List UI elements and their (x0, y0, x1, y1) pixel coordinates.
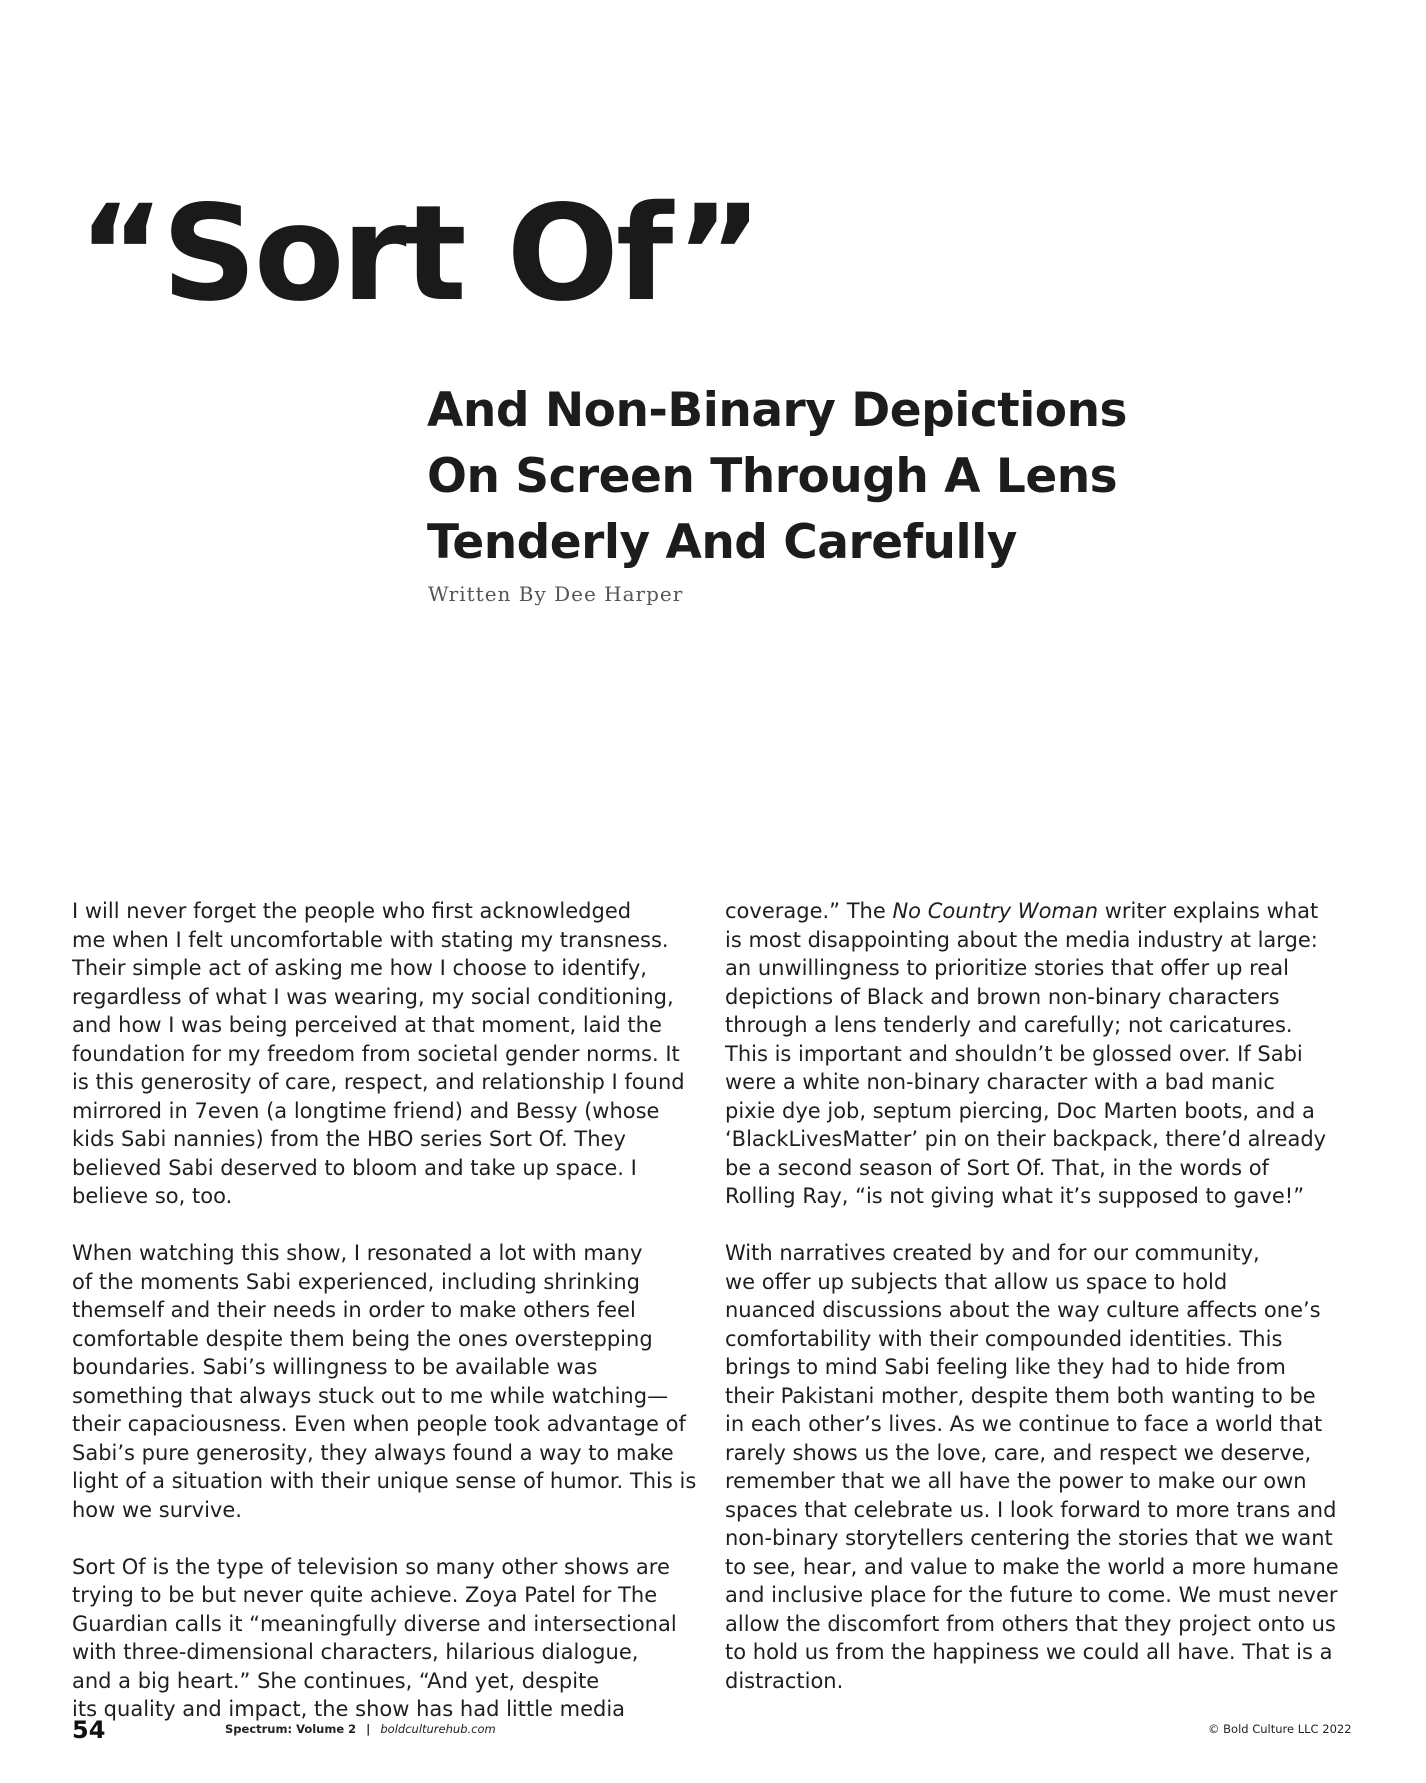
text-line: foundation for my freedom from societal gender norms. It (72, 1041, 680, 1066)
text-line: is this generosity of care, respect, and relationship I found (72, 1070, 685, 1094)
text-line: brings to mind Sabi feeling like they had to hide from (725, 1355, 1286, 1379)
article-subtitle (427, 378, 1187, 576)
publication-title: No Country Woman (892, 899, 1099, 923)
text-line: Guardian calls it “meaningfully diverse and intersectional (72, 1611, 677, 1636)
publication-name: Spectrum: Volume 2 (225, 1722, 357, 1736)
text-line: With narratives created by and for our community, (725, 1241, 1260, 1265)
text-line: their Pakistani mother, despite them both wanting to be (725, 1383, 1316, 1408)
subtitle-line: On Screen Through A Lens (427, 449, 1118, 504)
text-line: and inclusive place for the future to come. We must never (725, 1583, 1338, 1607)
text-line: something that always stuck out to me while watching— (72, 1383, 669, 1408)
text-line: spaces that celebrate us. I look forward to more trans and (725, 1497, 1337, 1522)
text-line: Sabi’s pure generosity, they always found a way to make (72, 1440, 674, 1465)
text-line: believe so, too. (72, 1184, 233, 1208)
text-line: through a lens tenderly and carefully; not caricatures. (725, 1013, 1293, 1037)
text-line: comfortable despite them being the ones overstepping (72, 1326, 653, 1351)
footer-separator: | (366, 1722, 371, 1736)
text-line: me when I felt uncomfortable with stating my transness. (72, 927, 669, 952)
text-line: rarely shows us the love, care, and respect we deserve, (725, 1440, 1312, 1465)
text-line: how we survive. (72, 1497, 242, 1522)
subtitle-line: And Non-Binary Depictions (427, 383, 1128, 438)
text-line: nuanced discussions about the way culture affects one’s (725, 1298, 1321, 1322)
text-line: and how I was being perceived at that moment, laid the (72, 1013, 662, 1037)
text-line: mirrored in 7even (a longtime friend) and Bessy (whose (72, 1098, 660, 1123)
page-number: 54 (72, 1716, 106, 1744)
text-line: themself and their needs in order to make others feel (72, 1298, 636, 1322)
text-line: and a big heart.” She continues, “And yet, despite (72, 1668, 600, 1693)
text-line (725, 897, 1365, 926)
text-line: were a white non-binary character with a bad manic (725, 1070, 1275, 1094)
text-line: boundaries. Sabi’s willingness to be available was (72, 1355, 598, 1379)
text-line: pixie dye job, septum piercing, Doc Marten boots, and a (725, 1098, 1315, 1123)
text-line: of the moments Sabi experienced, including shrinking (72, 1269, 640, 1294)
text-fragment: writer explains what (1098, 899, 1319, 923)
text-line: kids Sabi nannies) from the HBO series Sort Of. They (72, 1127, 626, 1151)
paragraph (72, 1553, 712, 1724)
text-line: an unwillingness to prioritize stories that offer up real (725, 956, 1289, 980)
text-fragment: coverage.” The (725, 899, 893, 923)
text-line: ‘BlackLivesMatter’ pin on their backpack, there’d already (725, 1127, 1327, 1151)
text-line: allow the discomfort from others that they project onto us (725, 1611, 1336, 1636)
website-link[interactable]: boldculturehub.com (380, 1722, 496, 1736)
subtitle-line: Tenderly And Carefully (427, 515, 1017, 570)
paragraph (72, 1239, 712, 1524)
text-line: be a second season of Sort Of. That, in the words of (725, 1155, 1269, 1180)
text-line: regardless of what I was wearing, my social conditioning, (72, 984, 674, 1009)
body-column-left (72, 897, 712, 1752)
text-line: Their simple act of asking me how I choose to identify, (72, 956, 647, 980)
text-line: we offer up subjects that allow us space to hold (725, 1269, 1228, 1294)
text-line: to hold us from the happiness we could all have. That is a (725, 1640, 1333, 1664)
text-line: with three-dimensional characters, hilarious dialogue, (72, 1640, 639, 1664)
text-line: is most disappointing about the media industry at large: (725, 927, 1318, 952)
author-byline: Written By Dee Harper (428, 582, 684, 606)
text-line: Sort Of is the type of television so many other shows are (72, 1554, 670, 1579)
text-line: remember that we all have the power to make our own (725, 1469, 1307, 1493)
copyright-notice: © Bold Culture LLC 2022 (1208, 1722, 1352, 1736)
text-line: This is important and shouldn’t be glossed over. If Sabi (725, 1041, 1303, 1066)
text-line: distraction. (725, 1668, 844, 1693)
text-line: to see, hear, and value to make the world a more humane (725, 1554, 1339, 1579)
text-line: believed Sabi deserved to bloom and take up space. I (72, 1155, 637, 1180)
text-line: light of a situation with their unique sense of humor. This is (72, 1469, 697, 1493)
text-line: comfortability with their compounded identities. This (725, 1326, 1283, 1351)
text-line: I will never forget the people who first acknowledged (72, 899, 632, 923)
text-line: its quality and impact, the show has had little media (72, 1697, 626, 1721)
paragraph (72, 897, 712, 1211)
publication-info (225, 1722, 496, 1736)
text-line: non-binary storytellers centering the stories that we want (725, 1526, 1333, 1550)
text-line: Rolling Ray, “is not giving what it’s supposed to gave!” (725, 1184, 1305, 1208)
text-line: in each other’s lives. As we continue to face a world that (725, 1412, 1323, 1436)
body-column-right (725, 897, 1365, 1724)
paragraph (725, 1239, 1365, 1695)
text-line: their capaciousness. Even when people took advantage of (72, 1412, 686, 1436)
paragraph (725, 897, 1365, 1211)
text-line: When watching this show, I resonated a lot with many (72, 1241, 643, 1265)
article-title: “Sort Of” (78, 177, 760, 331)
text-line: depictions of Black and brown non-binary characters (725, 984, 1280, 1009)
text-line: trying to be but never quite achieve. Zoya Patel for The (72, 1583, 658, 1607)
